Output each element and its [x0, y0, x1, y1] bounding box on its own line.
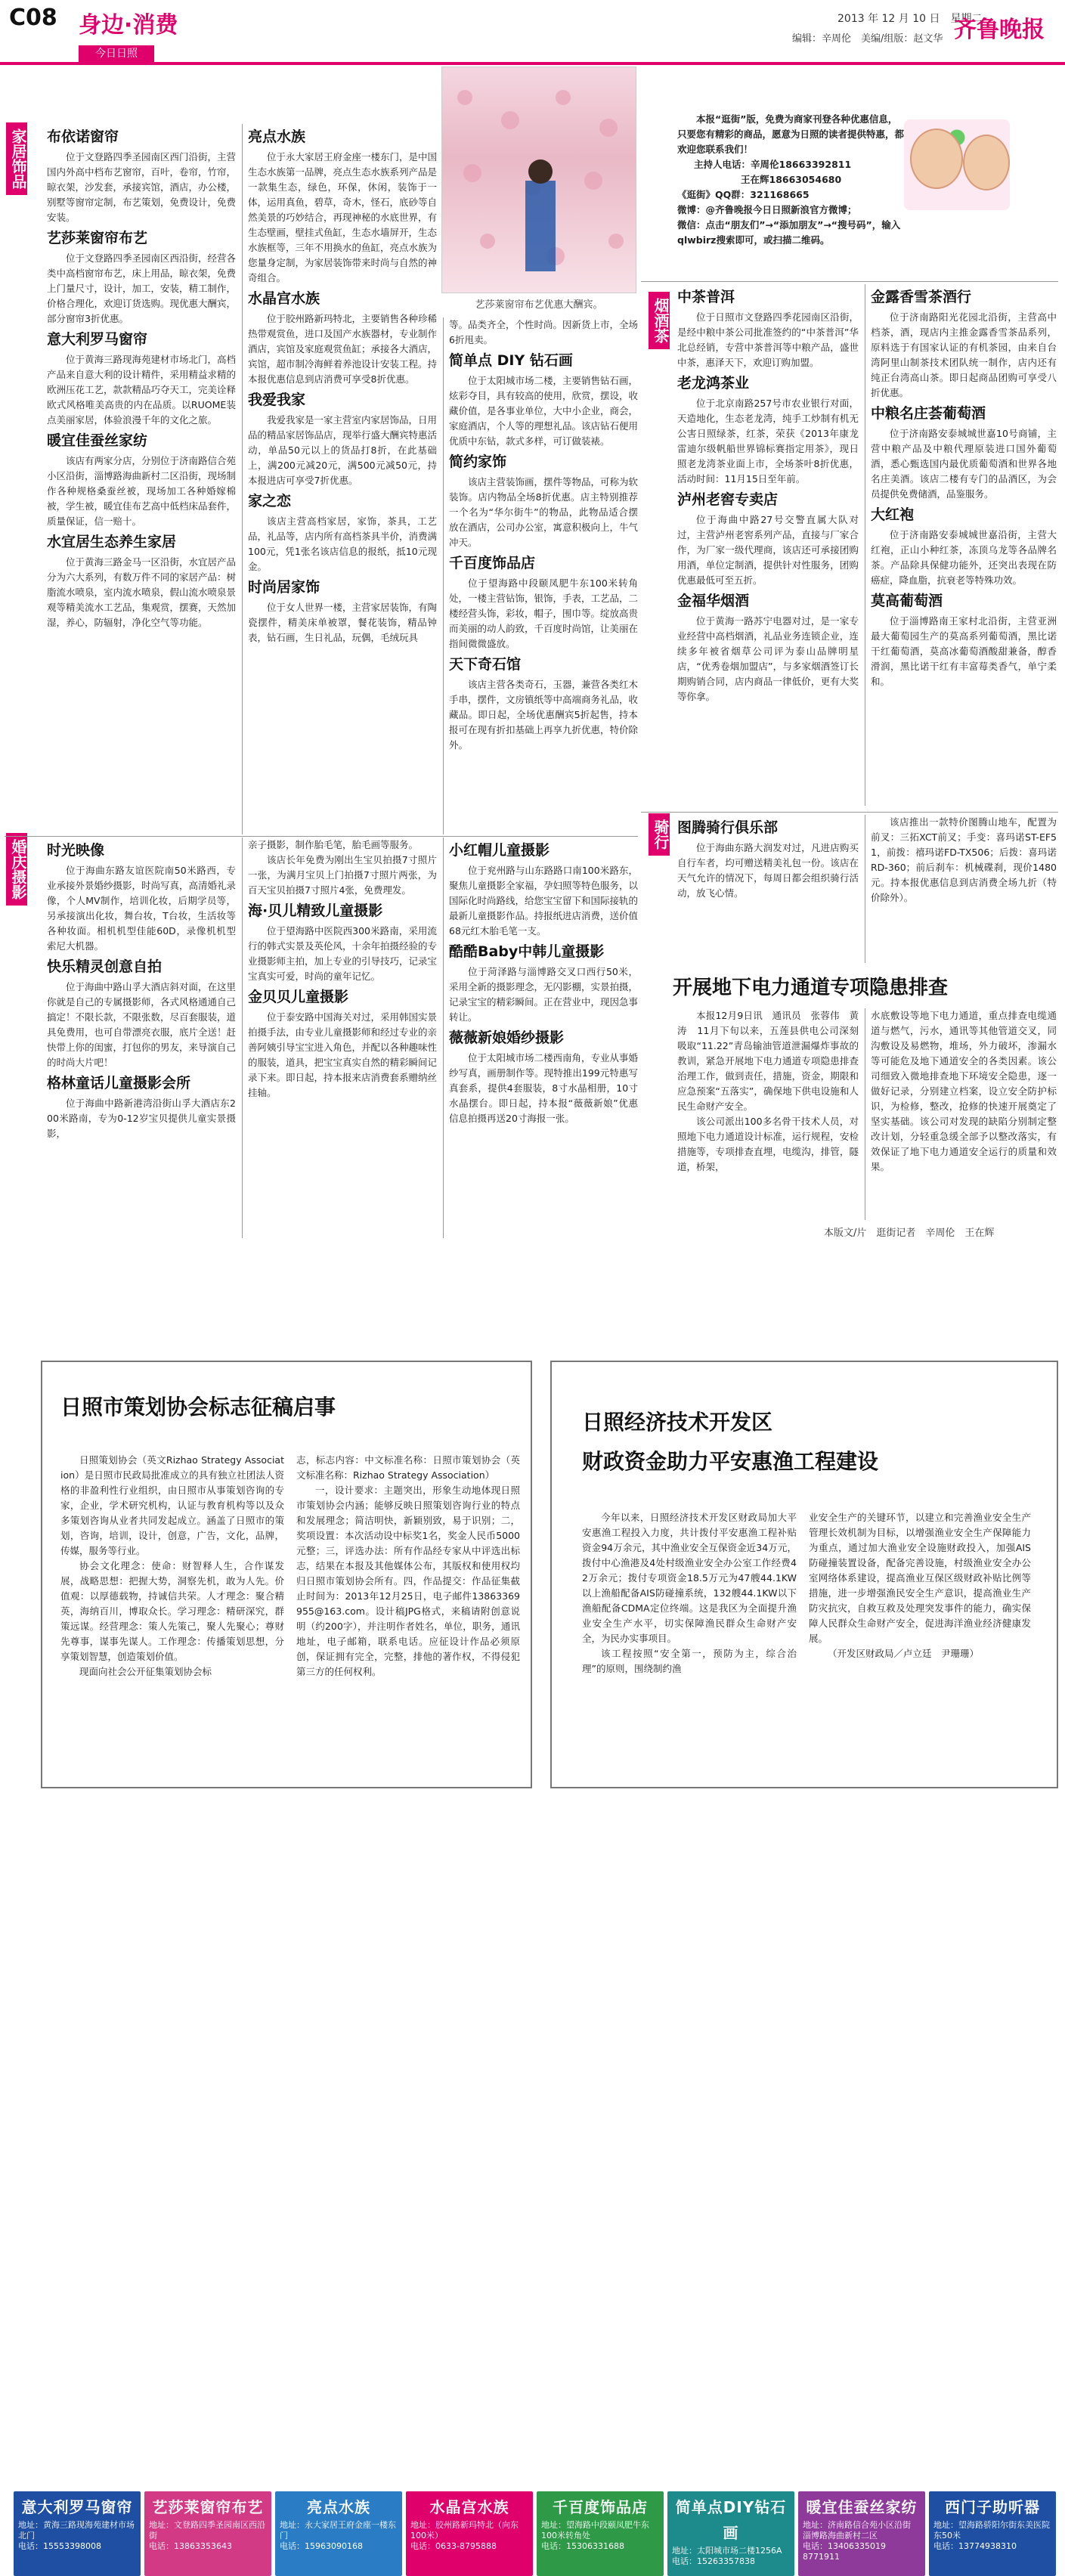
- article-body: 位于菏泽路与淄博路交叉口西行50米，采用全新的摄影理念，无闪影棚，实景拍摄，记录宝宝的精彩瞬间。正在营业中，现因急事转让。: [449, 966, 639, 1023]
- home-column-2: [248, 124, 437, 842]
- power-column-2: [871, 1008, 1057, 1228]
- article: [871, 404, 1057, 502]
- article: [248, 901, 437, 984]
- ad-name: 简单点DIY钻石画: [675, 2498, 787, 2542]
- ad-phone: 电话：13406335019 8771911: [803, 2541, 886, 2562]
- section-subtitle: 今日日照: [79, 45, 154, 62]
- ad-name: 西门子助听器: [945, 2498, 1040, 2516]
- article: [248, 289, 437, 387]
- article: [248, 577, 437, 646]
- article-title: 千百度饰品店: [449, 555, 536, 571]
- article-body: 位于海曲东路大润发对过，凡进店购买自行车者，均可赠送精美礼包一份。该店在天气允许的情况下，每周日都会组织骑行活动，放飞心情。: [677, 842, 859, 899]
- ad-address: 地址：文登路四季圣园南区西沿街: [149, 2520, 265, 2540]
- article-title: 中粮名庄荟葡萄酒: [871, 405, 986, 422]
- fishery-box: [550, 1361, 1058, 1788]
- article-body: 一，设计要求：主题突出，形象生动地体现日照市策划协会内涵；能够反映日照策划咨询行业的特点和发展理念；简洁明快，新颖别致，易于识别；二，奖项设置：本次活动设中标奖1名，奖金人民币5000元整；三，评选办法：所有作品经专家从中评选出标志，结果在本报及其他媒体公布，其版权和使用权均归日照市策划协会所有。四，作品提交：作品征集截止时间为：2013年12月25日，电子邮件13863369955@163.com。设计稿JPG格式，来稿请附创意说明（约200字），并注明作者姓名，单位，职务，通讯地址，电子邮箱，联系电话。应征设计作品必须原创，保证拥有完全，完整，排他的著作权，不得侵犯第三方的任何权利。: [296, 1485, 520, 1677]
- article-title: 海·贝儿精致儿童摄影: [248, 903, 383, 919]
- wechat: 微信：点击“朋友们”→“添加朋友”→“搜号码”，输入qlwbirz搜索即可，或扫描二维码。: [677, 219, 901, 246]
- article-body: 该工程按照“安全第一，预防为主，综合治理”的原则，围绕制约渔: [582, 1648, 797, 1674]
- article: [449, 553, 638, 652]
- contact-notice: [677, 112, 904, 287]
- host-avatar: [910, 128, 963, 189]
- host-phone-2: 王在辉18663054680: [741, 174, 842, 185]
- article-body: 位于黄海三路现海苑建材市场北门，高档产品来自意大利的设计精件，采用精益求精的欧洲压花工艺，款款精品巧夺天工，完美诠释欧式风格唯美高贵的内在品质。以RUOME装点美丽家居，体验浪漫千年的文化之旅。: [47, 354, 237, 426]
- curtain-photo: [441, 67, 636, 293]
- article: [47, 532, 236, 630]
- power-article-title: 开展地下电力通道专项隐患排查: [673, 977, 949, 999]
- article-body: 该店长年免费为刚出生宝贝拍摄7寸照片一张，为满月宝贝上门拍摄7寸照片两张，为百天宝贝拍摄7寸照片4张，免费理发。: [248, 854, 437, 896]
- tea-column-2: [871, 284, 1057, 806]
- article-body: 位于黄海三路金马一区沿街，水宜居产品分为六大系列，有数万件不同的家居产品：树脂流水喷泉，室内流水喷泉，假山流水喷泉景观等精美流水工艺品，集观赏，摆赛，天然加湿，养心，防辐射，净化空气等功能。: [47, 556, 237, 628]
- article: [871, 505, 1057, 588]
- article: [47, 1073, 236, 1141]
- article-title: 暖宜佳蚕丝家纺: [47, 432, 148, 449]
- home-column-3: [449, 317, 638, 839]
- ad-name: 暖宜佳蚕丝家纺: [806, 2498, 918, 2516]
- article-body: 位于海曲中路新港湾沿街山孚大酒店东200米路南，专为0-12岁宝贝提供儿童实景摄影，: [47, 1098, 236, 1139]
- article-body: 位于兖州路与山东路路口南100米路东，聚焦儿童摄影全家福，孕妇照等特色服务，以国际化时尚路线，给您宝宝留下和国际接轨的最新儿童摄影作品。持报纸进店消费，送价值68元红木胎毛笔一支。: [449, 865, 639, 937]
- article-title: 简约家饰: [449, 454, 507, 470]
- article-body: 位于望海路中段颐凤肥牛东100米转角处，一楼主营钻饰，银饰，手表，工艺品，二楼经营头饰，彩妆，帽子，围巾等。绽放高贵而美丽的动人韵致，千百度时尚馆，让美丽在指间微微盛放。: [449, 577, 639, 649]
- notice-intro: 本报“逛街”版，免费为商家刊登各种优惠信息，只要您有精彩的商品，愿意为日照的读者提供特惠，都欢迎您联系我们！: [677, 113, 905, 155]
- tab-tea-wine: 烟酒茶: [649, 292, 670, 349]
- host-avatar: [963, 135, 1010, 190]
- ad-address: 地址：望海路中段颐凤肥牛东100米转角处: [541, 2520, 649, 2540]
- article-body: 等。品类齐全，个性时尚。因新货上市，全场6折甩卖。: [449, 319, 639, 345]
- article-body: 位于文登路四季圣园南区西沿街，经营各类中高档窗帘布艺，床上用品，晾衣架，免费上门量尺寸，设计，加工，安装，精工制作，价格合理化，欢迎订货选购。现优惠大酬宾，部分窗帘3折优惠。: [47, 252, 237, 324]
- ad-box[interactable]: [798, 2491, 925, 2576]
- article-body: 位于望海路中医院西300米路南，采用流行的韩式实景及英伦风，十余年拍摄经验的专业摄影师主拍，加上专业的引导技巧，记录宝宝真实可爱，时尚的童年记忆。: [248, 925, 438, 982]
- tea-column-1: [677, 284, 859, 806]
- ad-box[interactable]: [929, 2491, 1056, 2576]
- article-body: 位于海曲中路山孚大酒店斜对面，在这里你就是自己的专属摄影师，各式风格通通自己搞定！不限长款，不限张数，尽百套服装，道具免费用，也可自带漂亮衣服，底片全送！赶快带上你的闺蜜，打包你的男友，来导演自己的时尚大片吧！: [47, 981, 237, 1068]
- editors-line: 编辑：辛周伦 美编/组版：赵文华: [792, 33, 943, 45]
- article-body: （开发区财政局／卢立廷 尹珊珊）: [828, 1648, 980, 1659]
- column-divider: [242, 124, 243, 834]
- article-title: 大红袍: [871, 506, 915, 523]
- article-body: 位于海曲中路27号交警直属大队对过，主营泸州老窖系列产品，直接与厂家合作，为厂家一级代理商，该店还可承接团购用酒，单位定制酒，提供针对性服务，团购优惠最低可至五折。: [677, 514, 859, 586]
- article: [47, 431, 236, 529]
- page-number: C08: [9, 5, 57, 31]
- tab-home-decor: 家居饰品: [6, 122, 27, 195]
- issue-date: 2013 年 12 月 10 日 星期二: [837, 13, 983, 25]
- ad-name: 艺莎莱窗帘布艺: [152, 2498, 264, 2516]
- fishery-title-1: 日照经济技术开发区: [582, 1410, 773, 1435]
- newspaper-logo: 齐鲁晚报: [954, 17, 1045, 43]
- ad-address: 地址：胶州路新玛特北（向东100米）: [410, 2520, 519, 2540]
- article-body: 位于女人世界一楼，主营家居装饰，有陶瓷摆件，精美床单被罩，餐花装饰，精品钟表，钻石画，生日礼品，玩偶，毛绒玩具: [248, 602, 438, 643]
- cycling-article: [677, 815, 859, 966]
- article: [871, 591, 1057, 689]
- article-body: 位于海曲东路友谊医院南50米路西，专业承接外景婚纱摄影，时尚写真，高清婚礼录像，个人MV制作，培训化妆，后期学员等，另承接演出化妆，舞台妆，T台妆，生活妆等各种妆面。相机机型佳能60D，录像机机型索尼大机器。: [47, 865, 237, 952]
- ad-name: 意大利罗马窗帘: [21, 2498, 133, 2516]
- qq-group: 《逛街》QQ群：321168665: [677, 189, 810, 200]
- article-title: 水宜居生态养生家居: [47, 534, 177, 550]
- article: [47, 841, 236, 954]
- ad-box[interactable]: [537, 2491, 664, 2576]
- article-title: 时光映像: [47, 842, 105, 859]
- article: [248, 838, 437, 853]
- logo-call-col-2: [296, 1453, 520, 1782]
- header-rule: [0, 62, 1065, 65]
- article-title: 酷酷Baby中韩儿童摄影: [449, 943, 605, 960]
- article-body: 现面向社会公开征集策划协会标: [79, 1666, 212, 1677]
- article-body: 位于太阳城市场二楼，主要销售钻石画，炫彩夺目，具有较高的使用，欣赏，摆设，收藏价值，是各事业单位，大中小企业，商会，家庭酒店，个人等的理想礼品。该店钻石便用优质中东钻，款式多样，可订做装裱。: [449, 375, 639, 447]
- ad-box[interactable]: [275, 2491, 402, 2576]
- article-title: 图腾骑行俱乐部: [677, 819, 779, 836]
- article-title: 家之恋: [248, 493, 292, 509]
- article-title: 亮点水族: [248, 128, 306, 145]
- logo-call-col-1: [60, 1453, 284, 1782]
- article-body: 业安全生产的关键环节，以建立和完善渔业安全生产管理长效机制为目标，以增强渔业安全生产保障能力为重点，通过加大渔业安全设施财政投入，加强AIS防碰撞装置设备，配备完善设施，村级渔业安全办公室网络体系建设，提高渔业互保区级财政补贴比例等措施，进一步增强渔民安全生产意识，提高渔业生产防灾抗灾，自救互救及处理突发事件的能力，确实保障人民群众生命财产安全，促进海洋渔业经济健康发展。: [809, 1512, 1031, 1644]
- article-title: 天下奇石馆: [449, 656, 522, 673]
- cycling-article-cont: [871, 815, 1057, 966]
- ad-address: 地址：望海路骄阳尔街东美医院东50米: [933, 2520, 1050, 2540]
- article-body: 该店主营装饰画，摆件等物品，可称为软装饰。店内物品全场8折优惠。店主特别推荐一个名为“华尔街牛”的物品，此物品适合摆放在酒店，公司办公室，寓意积极向上，牛气冲天。: [449, 476, 639, 548]
- article-body: 本报12月9日讯 通讯员 张蓉伟 黄涛 11月下旬以来，五莲县供电公司深刻吸取“11.22”青岛输油管道泄漏爆炸事故的教训，紧急开展地下电力通道专项隐患排查治理工作，做到责任，措施，资金，期限和应急预案“五落实”，确保地下供电设施和人民生命财产安全。: [677, 1010, 859, 1112]
- article: [449, 351, 638, 449]
- article: [248, 127, 437, 286]
- home-column-1: [47, 124, 236, 842]
- tab-wedding-photo: 婚庆摄影: [6, 833, 27, 906]
- article-title: 小红帽儿童摄影: [449, 842, 550, 859]
- article: [248, 853, 437, 898]
- article: [248, 987, 437, 1101]
- article-title: 时尚居家饰: [248, 579, 320, 596]
- ad-phone: 电话：15553398008: [18, 2541, 101, 2551]
- article-body: 今年以来，日照经济技术开发区财政局加大平安惠渔工程投入力度，共计拨付平安惠渔工程补贴资金94万余元，其中渔业安全互保资金近34万元，拨付中心渔港及4处村级渔业安全办公室工作经费42万余元；拨付专项资金18.5万元为47艘44.1KW以上渔船配备AIS防碰撞系统，132艘44.1KW以下渔船配备CDMA定位终端。这是我区为全面提升渔业安全生产水平，切实保障渔民群众生命财产安全，为民办实事项目。: [582, 1512, 797, 1644]
- article-title: 快乐精灵创意自拍: [47, 958, 163, 975]
- fishery-col-2: [809, 1510, 1031, 1782]
- ad-box[interactable]: [667, 2491, 794, 2576]
- article-title: 金福华烟酒: [677, 593, 750, 609]
- article-body: 位于永大家居王府金座一楼东门，是中国生态水族第一品牌，亮点生态水族系列产品是一款集生态，绿色，环保，休闲，装饰于一体，运用真鱼，碧草，奇木，怪石，底砂等自然美景的巧妙结合，再现神秘的水底世界，有生态壁画，壁挂式鱼缸，生态水墙屏开，生态水族框等，三年不用换水的鱼缸，亮点水族为您量身定制，为家居装饰带来时尚与自然的神奇组合。: [248, 151, 438, 283]
- article-title: 老龙鸿茶业: [677, 375, 750, 392]
- column-divider: [443, 317, 444, 834]
- weibo: 微博：@齐鲁晚报今日日照新浪官方微博；: [677, 204, 857, 215]
- article-body: 位于济南路阳光花园北沿街，主营高中档茶，酒，现店内主推金露香雪茶品系列，原料选于有国家认证的有机茶园，由来自台湾阿里山制茶技术团队统一制作，店内还有纯正台湾高山茶。即日起商品团购可享受八折优惠。: [871, 311, 1057, 398]
- article-body: 位于济南路安泰城城世嘉沿街，主营大红袍，正山小种红茶，冻顶乌龙等各品牌名茶。产品除具保健功能外，还突出表现在防癌症，降血脂，抗衰老等特殊功效。: [871, 529, 1057, 586]
- page-credit: 本版文/片 逛街记者 辛周伦 王在辉: [824, 1228, 995, 1239]
- host-phone-1: 主持人电话：辛周伦18663392811: [694, 159, 852, 170]
- ad-phone: 电话：15306331688: [541, 2541, 624, 2551]
- wedding-column-3: [449, 838, 638, 1241]
- article: [677, 373, 859, 487]
- article-body: 位于黄海一路苏宁电器对过，是一家专业经营中高档烟酒，礼品业务连锁企业，连续多年被省烟草公司评为泰山品牌明星店，“优秀卷烟加盟店”，与多家烟酒签订长期购销合同，店内商品一律低价，更有大奖等你拿。: [677, 615, 859, 702]
- article-title: 水晶宫水族: [248, 290, 320, 307]
- article-title: 莫高葡萄酒: [871, 593, 943, 609]
- article-body: 志，标志内容：中文标准名称：日照市策划协会（英文标准名称：Rizhao Strategy Association）: [296, 1454, 520, 1481]
- article-title: 格林童话儿童摄影会所: [47, 1075, 191, 1091]
- section-rule: [641, 281, 1058, 282]
- ad-name: 亮点水族: [307, 2498, 370, 2516]
- article-body: 该店主营各类奇石，玉器，兼营各类红木手串，摆件，文房镇纸等中高端商务礼品，收藏品。即日起，全场优惠酬宾5折起售，持本报可在现有折扣基础上再享九折优惠，特价除外。: [449, 679, 639, 751]
- column-divider: [443, 838, 444, 1238]
- article: [47, 228, 236, 327]
- article-body: 位于泰安路中国海关对过，采用韩国实景拍摄手法，由专业儿童摄影师和经过专业的亲善阿姨引导宝宝进入角色，并配以各种趣味性的服装，道具，把宝宝真实自然的精彩瞬间记录下来。即日起，持本报来店消费套系赠纳丝挂轴。: [248, 1011, 438, 1098]
- article-body: 我爱我家是一家主营室内家居饰品，日用品的精品家居饰品店，现举行盛大酬宾特惠活动，单品50元以上的货品打8折，在此基础上，满200元减20元，满500元减50元，持本报进店可享受7折优惠。: [248, 414, 438, 486]
- ad-address: 地址：永大家居王府金座一楼东门: [280, 2520, 396, 2540]
- fishery-col-1: [582, 1510, 797, 1782]
- ad-address: 地址：黄海三路现海苑建材市场北门: [18, 2520, 135, 2540]
- article: [248, 491, 437, 574]
- column-divider: [242, 838, 243, 1238]
- ad-phone: 电话：15963090168: [280, 2541, 363, 2551]
- article-title: 金露香雪茶酒行: [871, 289, 972, 305]
- article: [449, 942, 638, 1025]
- ad-phone: 电话：13863353643: [149, 2541, 232, 2551]
- ad-address: 地址：济南路信合苑小区沿街 淄博路海曲新村二区: [803, 2520, 911, 2540]
- article-body: 日照策划协会（英文Rizhao Strategy Association）是日照市民政局批准成立的具有独立社团法人资格的非盈利性行业组织，由日照市从事策划咨询的专家，企业，学术研究机构，认证与教育机构等以及众多策划咨询从业者共同发起成立。涵盖了日照市的策划，咨询，培训，设计，创意，广告，文化，品牌，传媒，服务等行业。: [60, 1454, 284, 1556]
- curtain-illustration: [442, 67, 636, 293]
- article: [47, 127, 236, 225]
- article-title: 布依诺窗帘: [47, 128, 119, 145]
- article-title: 简单点 DIY 钻石画: [449, 352, 573, 369]
- article-title: 泸州老窖专卖店: [677, 491, 779, 508]
- article: [248, 390, 437, 488]
- article-body: 该店有两家分店，分别位于济南路信合苑小区沿街，淄博路海曲新村二区沿街，现场制作各种规格桑蚕丝被，现场加工各种婚嫁棉被，学生被，暖宜佳布艺高中低档床品套件，质量保证，信一赔十。: [47, 455, 237, 527]
- article-title: 意大利罗马窗帘: [47, 331, 148, 348]
- ad-name: 千百度饰品店: [553, 2498, 648, 2516]
- article: [449, 655, 638, 753]
- article: [677, 490, 859, 588]
- section-title: 身边·消费: [79, 12, 178, 39]
- photo-caption: 艺莎莱窗帘布艺优惠大酬宾。: [475, 299, 603, 311]
- article-body: 位于太阳城市场二楼西南角，专业从事婚纱写真，画册制作等。现特推出199元特惠写真套系，提供4套服装，8寸水晶相册，10寸水晶摆台。即日起，持本报“薇薇新娘”优惠信息拍摄再送20寸海报一张。: [449, 1052, 639, 1124]
- ad-box[interactable]: [406, 2491, 533, 2576]
- ad-phone: 电话：0633-8795888: [410, 2541, 497, 2551]
- article-body: 位于胶州路新玛特北，主要销售各种珍稀热带观赏鱼，进口及国产水族器材，专业制作酒店，宾馆及家庭观赏鱼缸；承接各大酒店，宾馆，超市制冷海鲜着养池设计安装工程。持本报优惠信息到店消费可享受8折优惠。: [248, 313, 438, 385]
- article: [449, 841, 638, 939]
- article: [677, 591, 859, 704]
- article-body: 该公司派出100多名骨干技术人员，对照地下电力通道设计标准，运行规程，安检措施等，专项排查直埋，电缆沟，排管，隧道，桥架，: [677, 1116, 859, 1172]
- article-title: 中茶普洱: [677, 289, 735, 305]
- article-body: 该店主营高档家居，家饰，茶具，工艺品，礼品等，店内所有高档茶具半价，消费满100元，凭1张名该店信息的报纸，抵10元现金。: [248, 516, 438, 572]
- ad-phone: 电话：13774938310: [933, 2541, 1017, 2551]
- article-body: 水底敷设等地下电力通道，重点排查电缆通道与燃气，污水，通讯等其他管道交叉，同沟敷设及易燃物，堆场，外力破坏，渗漏水等可能危及地下通道安全的各类因素。该公司细致入微地排查地下环境安全隐患，逐一做好记录，分别建立档案，设立安全防护标识，为检修，整改，抢修的快速开展奠定了坚实基础。该公司对发现的缺陷分别制定整改计划，分轻重急缓全部予以整改落实，有效保证了地下电力通道安全运行的质量和效果。: [871, 1010, 1057, 1172]
- article-title: 金贝贝儿童摄影: [248, 989, 349, 1005]
- article-body: 位于北京南路257号市农业银行对面，天造地化，生态老龙湾，纯手工炒制有机无公害日照绿茶，红茶，荣获《2013年康龙雷迪尔级帆船世界锦标赛指定用茶》，现日照老龙湾茶业面上市，全场茶叶8折优惠，活动时间：11月15日至年前。: [677, 398, 859, 485]
- ad-box[interactable]: [144, 2491, 271, 2576]
- fishery-title-2: 财政资金助力平安惠渔工程建设: [582, 1449, 879, 1474]
- power-column-1: [677, 1008, 859, 1228]
- section-rule: [641, 812, 1058, 813]
- article: [449, 452, 638, 550]
- wedding-column-2: [248, 838, 437, 1241]
- article: [677, 287, 859, 370]
- article: [449, 317, 638, 348]
- article-title: 我爱我家: [248, 392, 306, 408]
- logo-call-title: 日照市策划协会标志征稿启事: [60, 1395, 336, 1420]
- article-body: 位于淄博路南王家村北沿街，主营亚洲最大葡萄园生产的莫高系列葡萄酒，黑比诺干红葡萄酒，莫高冰葡萄酒酸甜兼备，醇香滑润，黑比诺干红有丰富莓类香气，单宁柔和。: [871, 615, 1057, 687]
- article-title: 薇薇新娘婚纱摄影: [449, 1029, 565, 1046]
- ad-name: 水晶宫水族: [429, 2498, 509, 2516]
- article: [449, 1028, 638, 1126]
- ad-address: 地址：太阳城市场二楼1256A: [672, 2546, 782, 2556]
- article-body: 协会文化理念：使命：财智释人生，合作谋发展，战略思想：把握大势，洞察先机，敢为人先。价值观：以厚德载物，持诚信共荣。人才理念：聚合精英，海纳百川，博取众长。学习理念：精研深究，群策远谋。经营理念：策人先策己，聚人先聚心；尊财先尊事，谋事先谋人。工作理念：传播策划思想，分享策划智慧，创造策划价值。: [60, 1560, 284, 1662]
- ad-phone: 电话：15263357838: [672, 2556, 755, 2566]
- article-body: 位于日照市文登路四季花园南区沿街，是经中粮中茶公司批准签约的“中茶普洱”华北总经销，专营中茶普洱等中粮产品，盛世中茶，惠泽天下，欢迎订购加盟。: [677, 311, 859, 368]
- article: [47, 957, 236, 1070]
- article-body: 该店推出一款特价图腾山地车，配置为前叉：三拓XCT前叉；手变：喜玛诺ST-EF51，前拨：禧玛诺FD-TX506；后拨：喜玛诺RD-360；前后刹车：机械碟刹，现价1480元。持本报优惠信息到店消费全场九折（特价除外）。: [871, 816, 1057, 903]
- article-body: 亲子摄影，制作胎毛笔，胎毛画等服务。: [248, 839, 419, 850]
- article: [47, 330, 236, 428]
- article: [871, 287, 1057, 401]
- tab-cycling: 骑行: [649, 813, 670, 856]
- article-title: 艺莎莱窗帘布艺: [47, 230, 148, 246]
- ad-box[interactable]: [14, 2491, 141, 2576]
- article-body: 位于文登路四季圣园南区西门沿街，主营国内外高中档布艺窗帘，百叶，卷帘，竹帘，晾衣架，沙发套，承接宾馆，酒店，办公楼，别墅等窗帘定制，布艺策划，免费设计，免费安装。: [47, 151, 237, 223]
- logo-call-box: [41, 1361, 532, 1788]
- article-body: 位于济南路安泰城城世嘉10号商铺，主营中粮产品及中粮代理原装进口国外葡萄酒，悉心甄选国内最优质葡萄酒和世界各地名庄美酒。该店二楼有专门的品酒区，为会员提供免费储酒，品鉴服务。: [871, 428, 1057, 500]
- section-rule: [5, 836, 638, 837]
- wedding-column-1: [47, 838, 236, 1241]
